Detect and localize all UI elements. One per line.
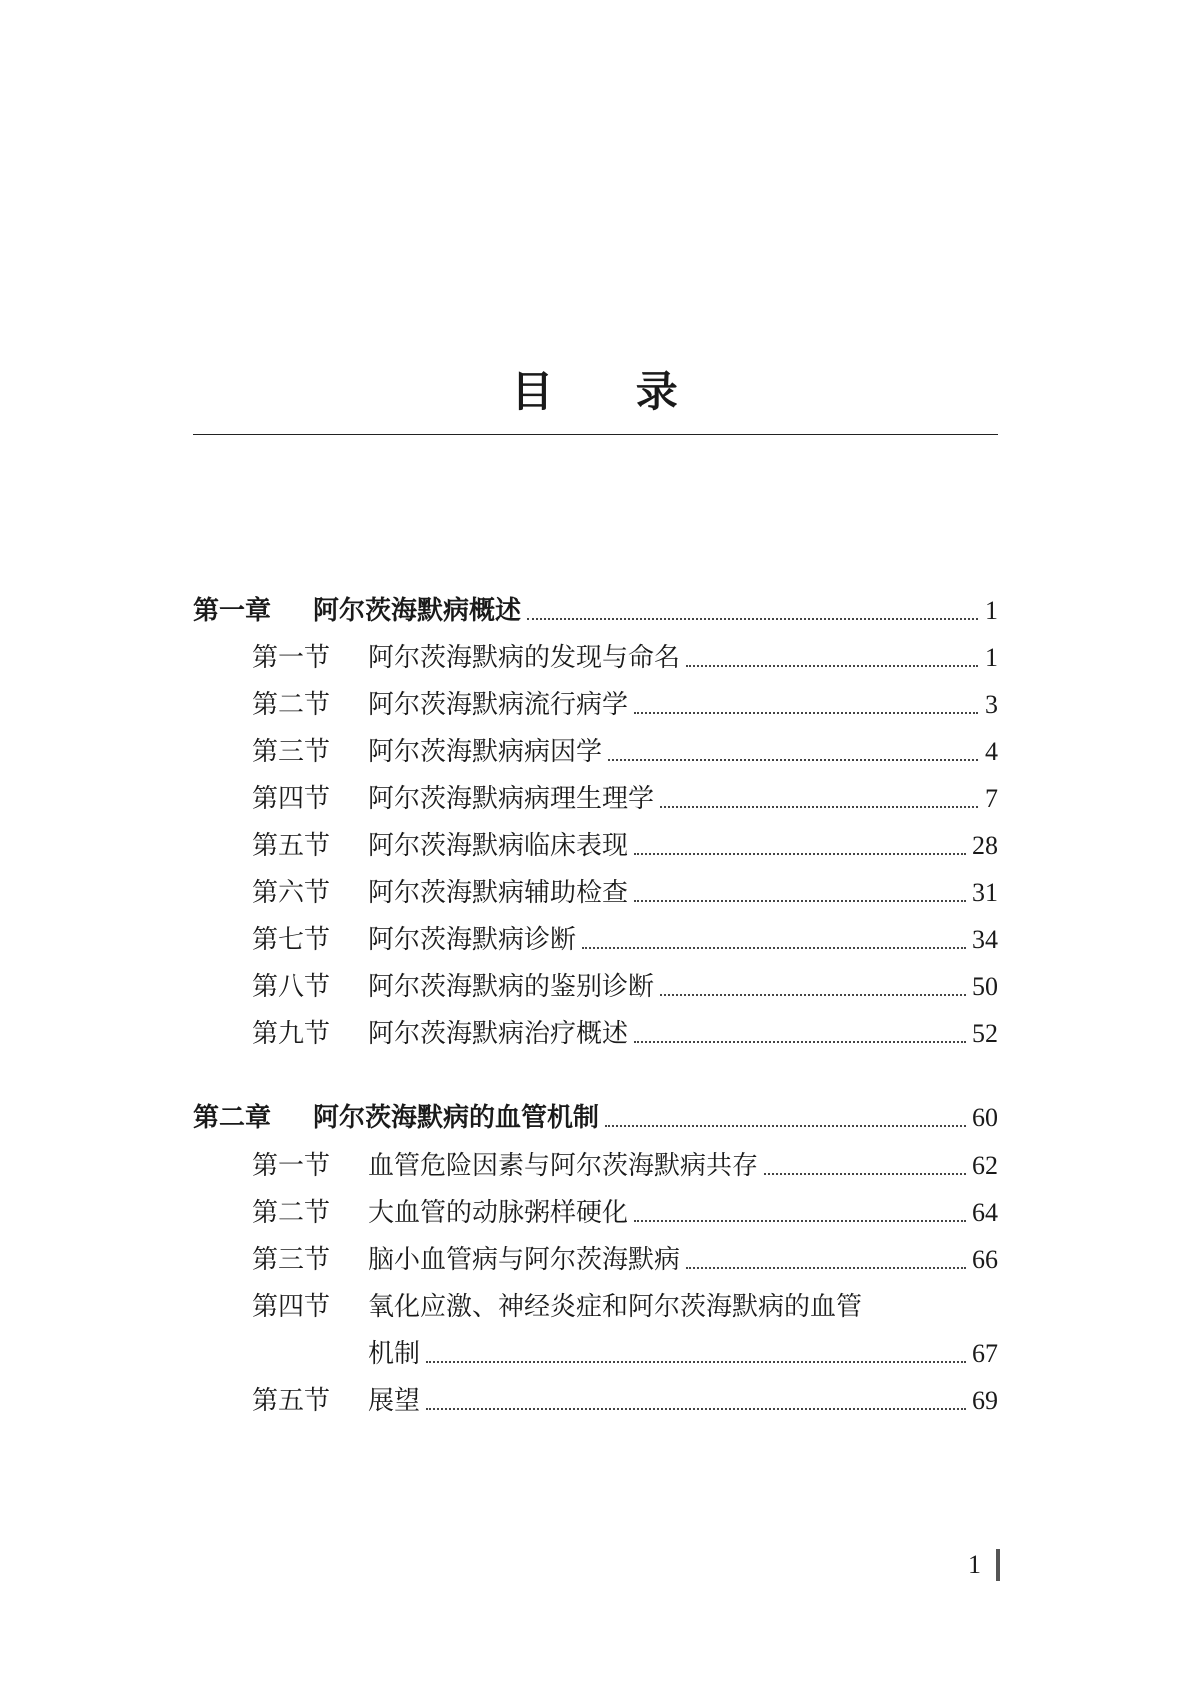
- section-label: 第二节: [252, 690, 331, 720]
- toc-section-1-7[interactable]: [252, 922, 998, 958]
- section-title: 阿尔茨海默病病因学: [368, 737, 603, 767]
- toc-section-2-1[interactable]: [252, 1148, 998, 1184]
- toc-section-2-4-continued[interactable]: [252, 1336, 998, 1372]
- section-label: 第三节: [252, 737, 331, 767]
- section-title: 阿尔茨海默病的鉴别诊断: [368, 972, 655, 1002]
- chapter-label: 第二章: [193, 1103, 272, 1133]
- section-label: 第一节: [252, 643, 331, 673]
- section-title: 展望: [368, 1386, 421, 1416]
- dot-leader: [426, 1408, 966, 1410]
- section-label: 第四节: [252, 784, 331, 814]
- toc-section-1-1[interactable]: [252, 640, 998, 676]
- dot-leader: [608, 759, 978, 761]
- dot-leader: [582, 947, 966, 949]
- toc-section-1-8[interactable]: [252, 969, 998, 1005]
- title-rule: [193, 434, 998, 435]
- toc-section-1-6[interactable]: [252, 875, 998, 911]
- page-number: 64: [972, 1198, 998, 1227]
- section-title: 大血管的动脉粥样硬化: [368, 1198, 629, 1228]
- section-title: 阿尔茨海默病诊断: [368, 925, 577, 955]
- section-title: 阿尔茨海默病的发现与命名: [368, 643, 681, 673]
- chapter-title: 阿尔茨海默病的血管机制: [313, 1103, 600, 1133]
- section-label: 第九节: [252, 1019, 331, 1049]
- dot-leader: [634, 712, 978, 714]
- page-title: 目 录: [511, 367, 712, 416]
- dot-leader: [426, 1361, 966, 1363]
- page-number: 28: [972, 831, 998, 860]
- chapter-title: 阿尔茨海默病概述: [313, 596, 522, 626]
- section-label: 第五节: [252, 831, 331, 861]
- page-number: 3: [985, 690, 998, 719]
- page-number: 66: [972, 1245, 998, 1274]
- toc-section-1-9[interactable]: [252, 1016, 998, 1052]
- section-title: 血管危险因素与阿尔茨海默病共存: [368, 1151, 759, 1181]
- dot-leader: [605, 1125, 966, 1127]
- dot-leader: [764, 1173, 966, 1175]
- chapter-label: 第一章: [193, 596, 272, 626]
- section-title-continued: 机制: [368, 1339, 421, 1369]
- page-number: 60: [972, 1103, 998, 1132]
- section-label: 第八节: [252, 972, 331, 1002]
- toc-section-2-3[interactable]: [252, 1242, 998, 1278]
- page-number: 7: [985, 784, 998, 813]
- toc-chapter-1[interactable]: [193, 593, 998, 629]
- dot-leader: [660, 994, 966, 996]
- section-label: 第七节: [252, 925, 331, 955]
- page-number: 1: [985, 596, 998, 625]
- page-number: 34: [972, 925, 998, 954]
- dot-leader: [634, 853, 966, 855]
- page-number: 62: [972, 1151, 998, 1180]
- section-title: 阿尔茨海默病治疗概述: [368, 1019, 629, 1049]
- page-number: 67: [972, 1339, 998, 1368]
- section-label: 第一节: [252, 1151, 331, 1181]
- page-number: 52: [972, 1019, 998, 1048]
- toc-section-2-5[interactable]: [252, 1383, 998, 1419]
- toc-section-2-4[interactable]: [252, 1289, 998, 1325]
- section-label: 第五节: [252, 1386, 331, 1416]
- toc-chapter-2[interactable]: [193, 1100, 998, 1136]
- section-label: 第六节: [252, 878, 331, 908]
- section-title: 脑小血管病与阿尔茨海默病: [368, 1245, 681, 1275]
- page-number: 31: [972, 878, 998, 907]
- dot-leader: [686, 665, 978, 667]
- section-title: 氧化应激、神经炎症和阿尔茨海默病的血管: [368, 1292, 863, 1322]
- section-title: 阿尔茨海默病临床表现: [368, 831, 629, 861]
- page-folio: 1: [968, 1550, 981, 1579]
- dot-leader: [527, 618, 978, 620]
- toc-section-1-2[interactable]: [252, 687, 998, 723]
- page-number: 69: [972, 1386, 998, 1415]
- page-number: 50: [972, 972, 998, 1001]
- section-label: 第二节: [252, 1198, 331, 1228]
- section-label: 第四节: [252, 1292, 331, 1322]
- toc-section-1-3[interactable]: [252, 734, 998, 770]
- section-title: 阿尔茨海默病病理生理学: [368, 784, 655, 814]
- toc-section-1-5[interactable]: [252, 828, 998, 864]
- section-label: 第三节: [252, 1245, 331, 1275]
- dot-leader: [634, 1220, 966, 1222]
- dot-leader: [686, 1267, 966, 1269]
- page-number: 4: [985, 737, 998, 766]
- dot-leader: [634, 1041, 966, 1043]
- section-title: 阿尔茨海默病辅助检查: [368, 878, 629, 908]
- page-number: 1: [985, 643, 998, 672]
- dot-leader: [634, 900, 966, 902]
- toc-section-2-2[interactable]: [252, 1195, 998, 1231]
- section-title: 阿尔茨海默病流行病学: [368, 690, 629, 720]
- toc-section-1-4[interactable]: [252, 781, 998, 817]
- folio-bar: [996, 1549, 1000, 1581]
- dot-leader: [660, 806, 978, 808]
